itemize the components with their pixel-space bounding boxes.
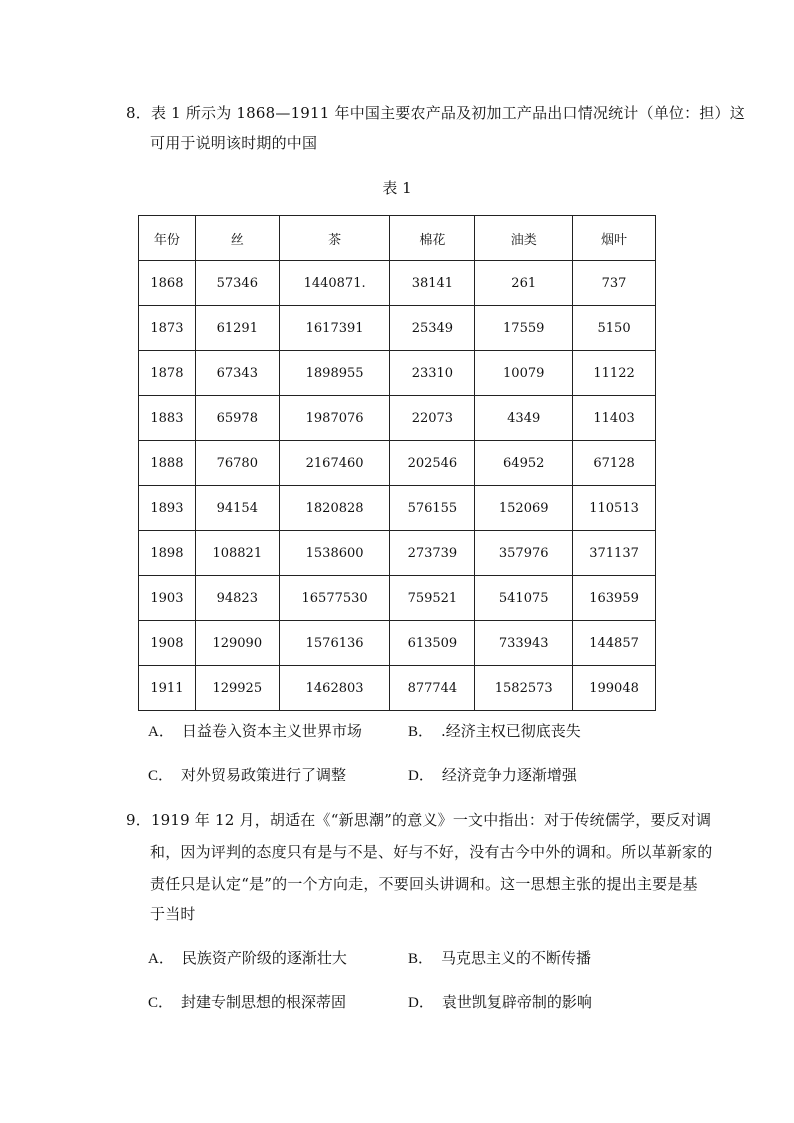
table-cell: 110513 [573,486,656,531]
option-letter: B． [408,724,434,740]
table-cell: 1888 [139,441,196,486]
table-cell: 202546 [390,441,475,486]
table-cell: 67128 [573,441,656,486]
table-cell: 5150 [573,306,656,351]
option-letter: A． [148,724,174,740]
table-cell: 1911 [139,666,196,711]
q8-option-a[interactable] [148,721,362,742]
table-row [139,531,656,576]
option-text: 马克思主义的不断传播 [441,949,592,967]
table-cell: 1440871. [279,261,390,306]
table-cell: 94823 [195,576,279,621]
option-text: 民族资产阶级的逐渐壮大 [181,949,347,967]
table-row [139,306,656,351]
table-cell: 11403 [573,396,656,441]
table-cell: 613509 [390,621,475,666]
table-cell: 129925 [195,666,279,711]
table-row [139,666,656,711]
table-cell: 1873 [139,306,196,351]
table-cell: 23310 [390,351,475,396]
table-cell: 61291 [195,306,279,351]
table-cell: 65978 [195,396,279,441]
table-row [139,441,656,486]
table-cell: 273739 [390,531,475,576]
table-cell: 759521 [390,576,475,621]
table-cell: 10079 [475,351,573,396]
question-9-stem-line-3: 责任只是认定“是”的一个方向走，不要回头讲调和。这一思想主张的提出主要是基 [150,875,698,893]
q9-option-b[interactable] [408,948,591,969]
table-cell: 733943 [475,621,573,666]
table-cell: 371137 [573,531,656,576]
table-cell: 1868 [139,261,196,306]
question-9-stem-line-4: 于当时 [150,905,196,923]
table-cell: 22073 [390,396,475,441]
table-cell: 16577530 [279,576,390,621]
table-cell: 76780 [195,441,279,486]
option-letter: D． [408,768,434,784]
option-letter: A． [148,951,174,967]
header-tobacco: 烟叶 [573,216,656,261]
option-letter: C． [148,995,174,1011]
table-row [139,621,656,666]
table-cell: 17559 [475,306,573,351]
header-year: 年份 [139,216,196,261]
table-cell: 2167460 [279,441,390,486]
table-row [139,351,656,396]
table-row [139,576,656,621]
table-cell: 144857 [573,621,656,666]
table-cell: 1462803 [279,666,390,711]
table-cell: 1582573 [475,666,573,711]
table-cell: 1883 [139,396,196,441]
q8-option-d[interactable] [408,765,577,786]
header-tea: 茶 [279,216,390,261]
q9-option-a[interactable] [148,948,347,969]
q8-option-c[interactable] [148,765,346,786]
q9-option-d[interactable] [408,992,592,1013]
option-text: 经济竞争力逐渐增强 [441,766,577,784]
table-cell: 1538600 [279,531,390,576]
question-9-stem-line-2: 和，因为评判的态度只有是与不是、好与不好，没有古今中外的调和。所以革新家的 [150,843,713,861]
table-cell: 261 [475,261,573,306]
table-cell: 1987076 [279,396,390,441]
q9-option-c[interactable] [148,992,346,1013]
table-cell: 129090 [195,621,279,666]
table-cell: 357976 [475,531,573,576]
table-cell: 541075 [475,576,573,621]
table-cell: 1903 [139,576,196,621]
header-cotton: 棉花 [390,216,475,261]
option-letter: C． [148,768,174,784]
export-statistics-table [138,215,656,711]
table-cell: 1893 [139,486,196,531]
option-letter: B． [408,951,434,967]
option-text: .经济主权已彻底丧失 [441,722,581,740]
header-silk: 丝 [195,216,279,261]
table-cell: 576155 [390,486,475,531]
table-cell: 152069 [475,486,573,531]
table-cell: 57346 [195,261,279,306]
table-cell: 11122 [573,351,656,396]
table-cell: 877744 [390,666,475,711]
table-cell: 38141 [390,261,475,306]
option-text: 日益卷入资本主义世界市场 [181,722,362,740]
table-cell: 1576136 [279,621,390,666]
table-cell: 1878 [139,351,196,396]
table-cell: 25349 [390,306,475,351]
table-row [139,261,656,306]
table-cell: 67343 [195,351,279,396]
table-cell: 199048 [573,666,656,711]
table-cell: 94154 [195,486,279,531]
table-cell: 1617391 [279,306,390,351]
question-8-stem-line-2: 可用于说明该时期的中国 [150,134,318,152]
question-9-stem-line-1: 9．1919 年 12 月，胡适在《“新思潮”的意义》一文中指出：对于传统儒学，要反对调 [126,811,712,829]
option-text: 袁世凯复辟帝制的影响 [441,993,592,1011]
table-cell: 1898 [139,531,196,576]
table-cell: 1898955 [279,351,390,396]
header-oil: 油类 [475,216,573,261]
option-letter: D． [408,995,434,1011]
q8-option-b[interactable] [408,721,581,742]
table-caption: 表 1 [382,179,412,197]
table-cell: 108821 [195,531,279,576]
table-cell: 163959 [573,576,656,621]
table-cell: 1820828 [279,486,390,531]
table-cell: 64952 [475,441,573,486]
option-text: 对外贸易政策进行了调整 [181,766,347,784]
table-cell: 4349 [475,396,573,441]
table-cell: 737 [573,261,656,306]
option-text: 封建专制思想的根深蒂固 [181,993,347,1011]
table-row [139,486,656,531]
table-header-row [139,216,656,261]
question-8-stem-line-1: 8．表 1 所示为 1868—1911 年中国主要农产品及初加工产品出口情况统计（单位：担）这 [126,104,745,122]
table-row [139,396,656,441]
table-cell: 1908 [139,621,196,666]
